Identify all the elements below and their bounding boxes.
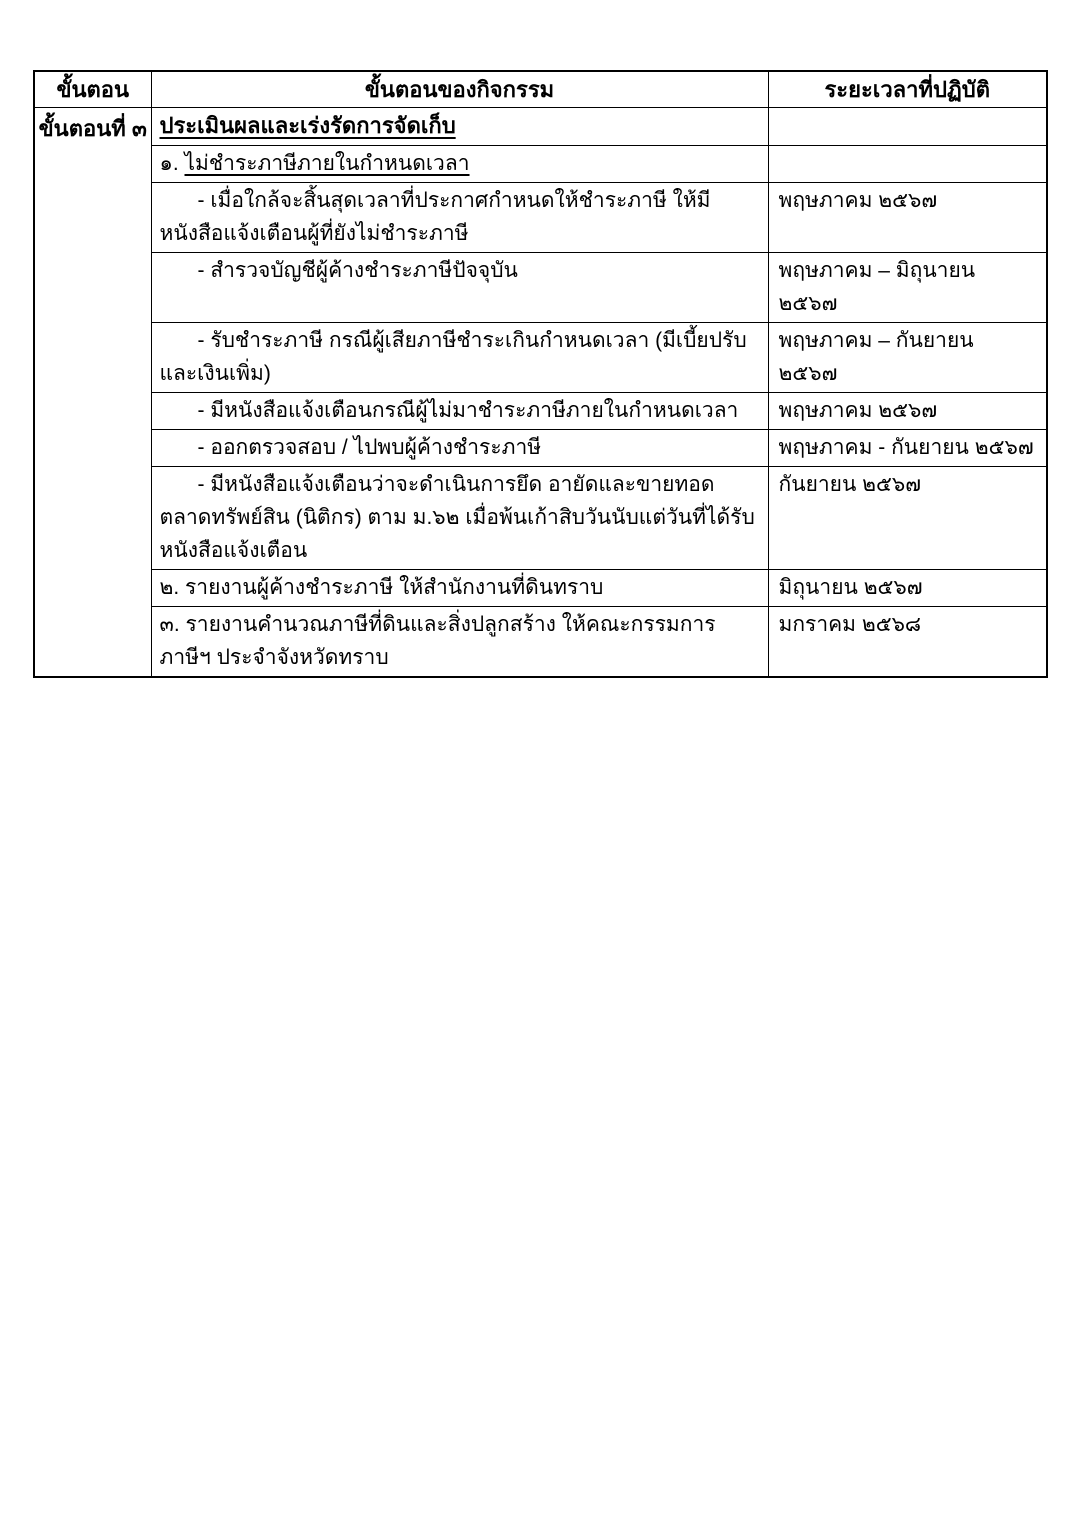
activity-cell <box>151 146 768 183</box>
period-cell <box>768 146 1047 183</box>
header-activity: ขั้นตอนของกิจกรรม <box>151 71 768 108</box>
period-cell: กันยายน ๒๕๖๗ <box>768 467 1047 570</box>
table-row <box>34 323 1047 393</box>
activity-cell: - รับชำระภาษี กรณีผู้เสียภาษีชำระเกินกำหนดเวลา (มีเบี้ยปรับและเงินเพิ่ม) <box>151 323 768 393</box>
table-row <box>34 607 1047 678</box>
period-cell <box>768 108 1047 146</box>
period-cell: มิถุนายน ๒๕๖๗ <box>768 570 1047 607</box>
table-row <box>34 146 1047 183</box>
period-cell: พฤษภาคม – มิถุนายน ๒๕๖๗ <box>768 253 1047 323</box>
step-cell: ขั้นตอนที่ ๓ <box>34 108 151 678</box>
activity-cell: ๒. รายงานผู้ค้างชำระภาษี ให้สำนักงานที่ดินทราบ <box>151 570 768 607</box>
table-row <box>34 570 1047 607</box>
procedure-table <box>33 70 1048 678</box>
table-row <box>34 108 1047 146</box>
period-cell: พฤษภาคม ๒๕๖๗ <box>768 393 1047 430</box>
period-cell: พฤษภาคม - กันยายน ๒๕๖๗ <box>768 430 1047 467</box>
activity-underline-text: ไม่ชำระภาษีภายในกำหนดเวลา <box>184 152 470 175</box>
activity-cell: - เมื่อใกล้จะสิ้นสุดเวลาที่ประกาศกำหนดให้ชำระภาษี ให้มีหนังสือแจ้งเตือนผู้ที่ยังไม่ชำระภาษี <box>151 183 768 253</box>
activity-cell: - มีหนังสือแจ้งเตือนว่าจะดำเนินการยึด อายัดและขายทอดตลาดทรัพย์สิน (นิติกร) ตาม ม.๖๒ เมื่อพ้นเก้าสิบวันนับแต่วันที่ได้รับหนังสือแจ้งเตือน <box>151 467 768 570</box>
table-row <box>34 253 1047 323</box>
table-row <box>34 467 1047 570</box>
activity-cell: - สำรวจบัญชีผู้ค้างชำระภาษีปัจจุบัน <box>151 253 768 323</box>
activity-title-text: ประเมินผลและเร่งรัดการจัดเก็บ <box>159 113 456 138</box>
activity-cell <box>151 108 768 146</box>
header-period: ระยะเวลาที่ปฏิบัติ <box>768 71 1047 108</box>
period-cell: พฤษภาคม ๒๕๖๗ <box>768 183 1047 253</box>
activity-number-prefix: ๑. <box>159 152 185 175</box>
period-cell: มกราคม ๒๕๖๘ <box>768 607 1047 678</box>
table-row <box>34 430 1047 467</box>
header-row <box>34 71 1047 108</box>
period-cell: พฤษภาคม – กันยายน ๒๕๖๗ <box>768 323 1047 393</box>
table-row <box>34 393 1047 430</box>
header-step: ขั้นตอน <box>34 71 151 108</box>
activity-cell: - มีหนังสือแจ้งเตือนกรณีผู้ไม่มาชำระภาษีภายในกำหนดเวลา <box>151 393 768 430</box>
table-row <box>34 183 1047 253</box>
activity-cell: - ออกตรวจสอบ / ไปพบผู้ค้างชำระภาษี <box>151 430 768 467</box>
activity-cell: ๓. รายงานคำนวณภาษีที่ดินและสิ่งปลูกสร้าง ให้คณะกรรมการภาษีฯ ประจำจังหวัดทราบ <box>151 607 768 678</box>
